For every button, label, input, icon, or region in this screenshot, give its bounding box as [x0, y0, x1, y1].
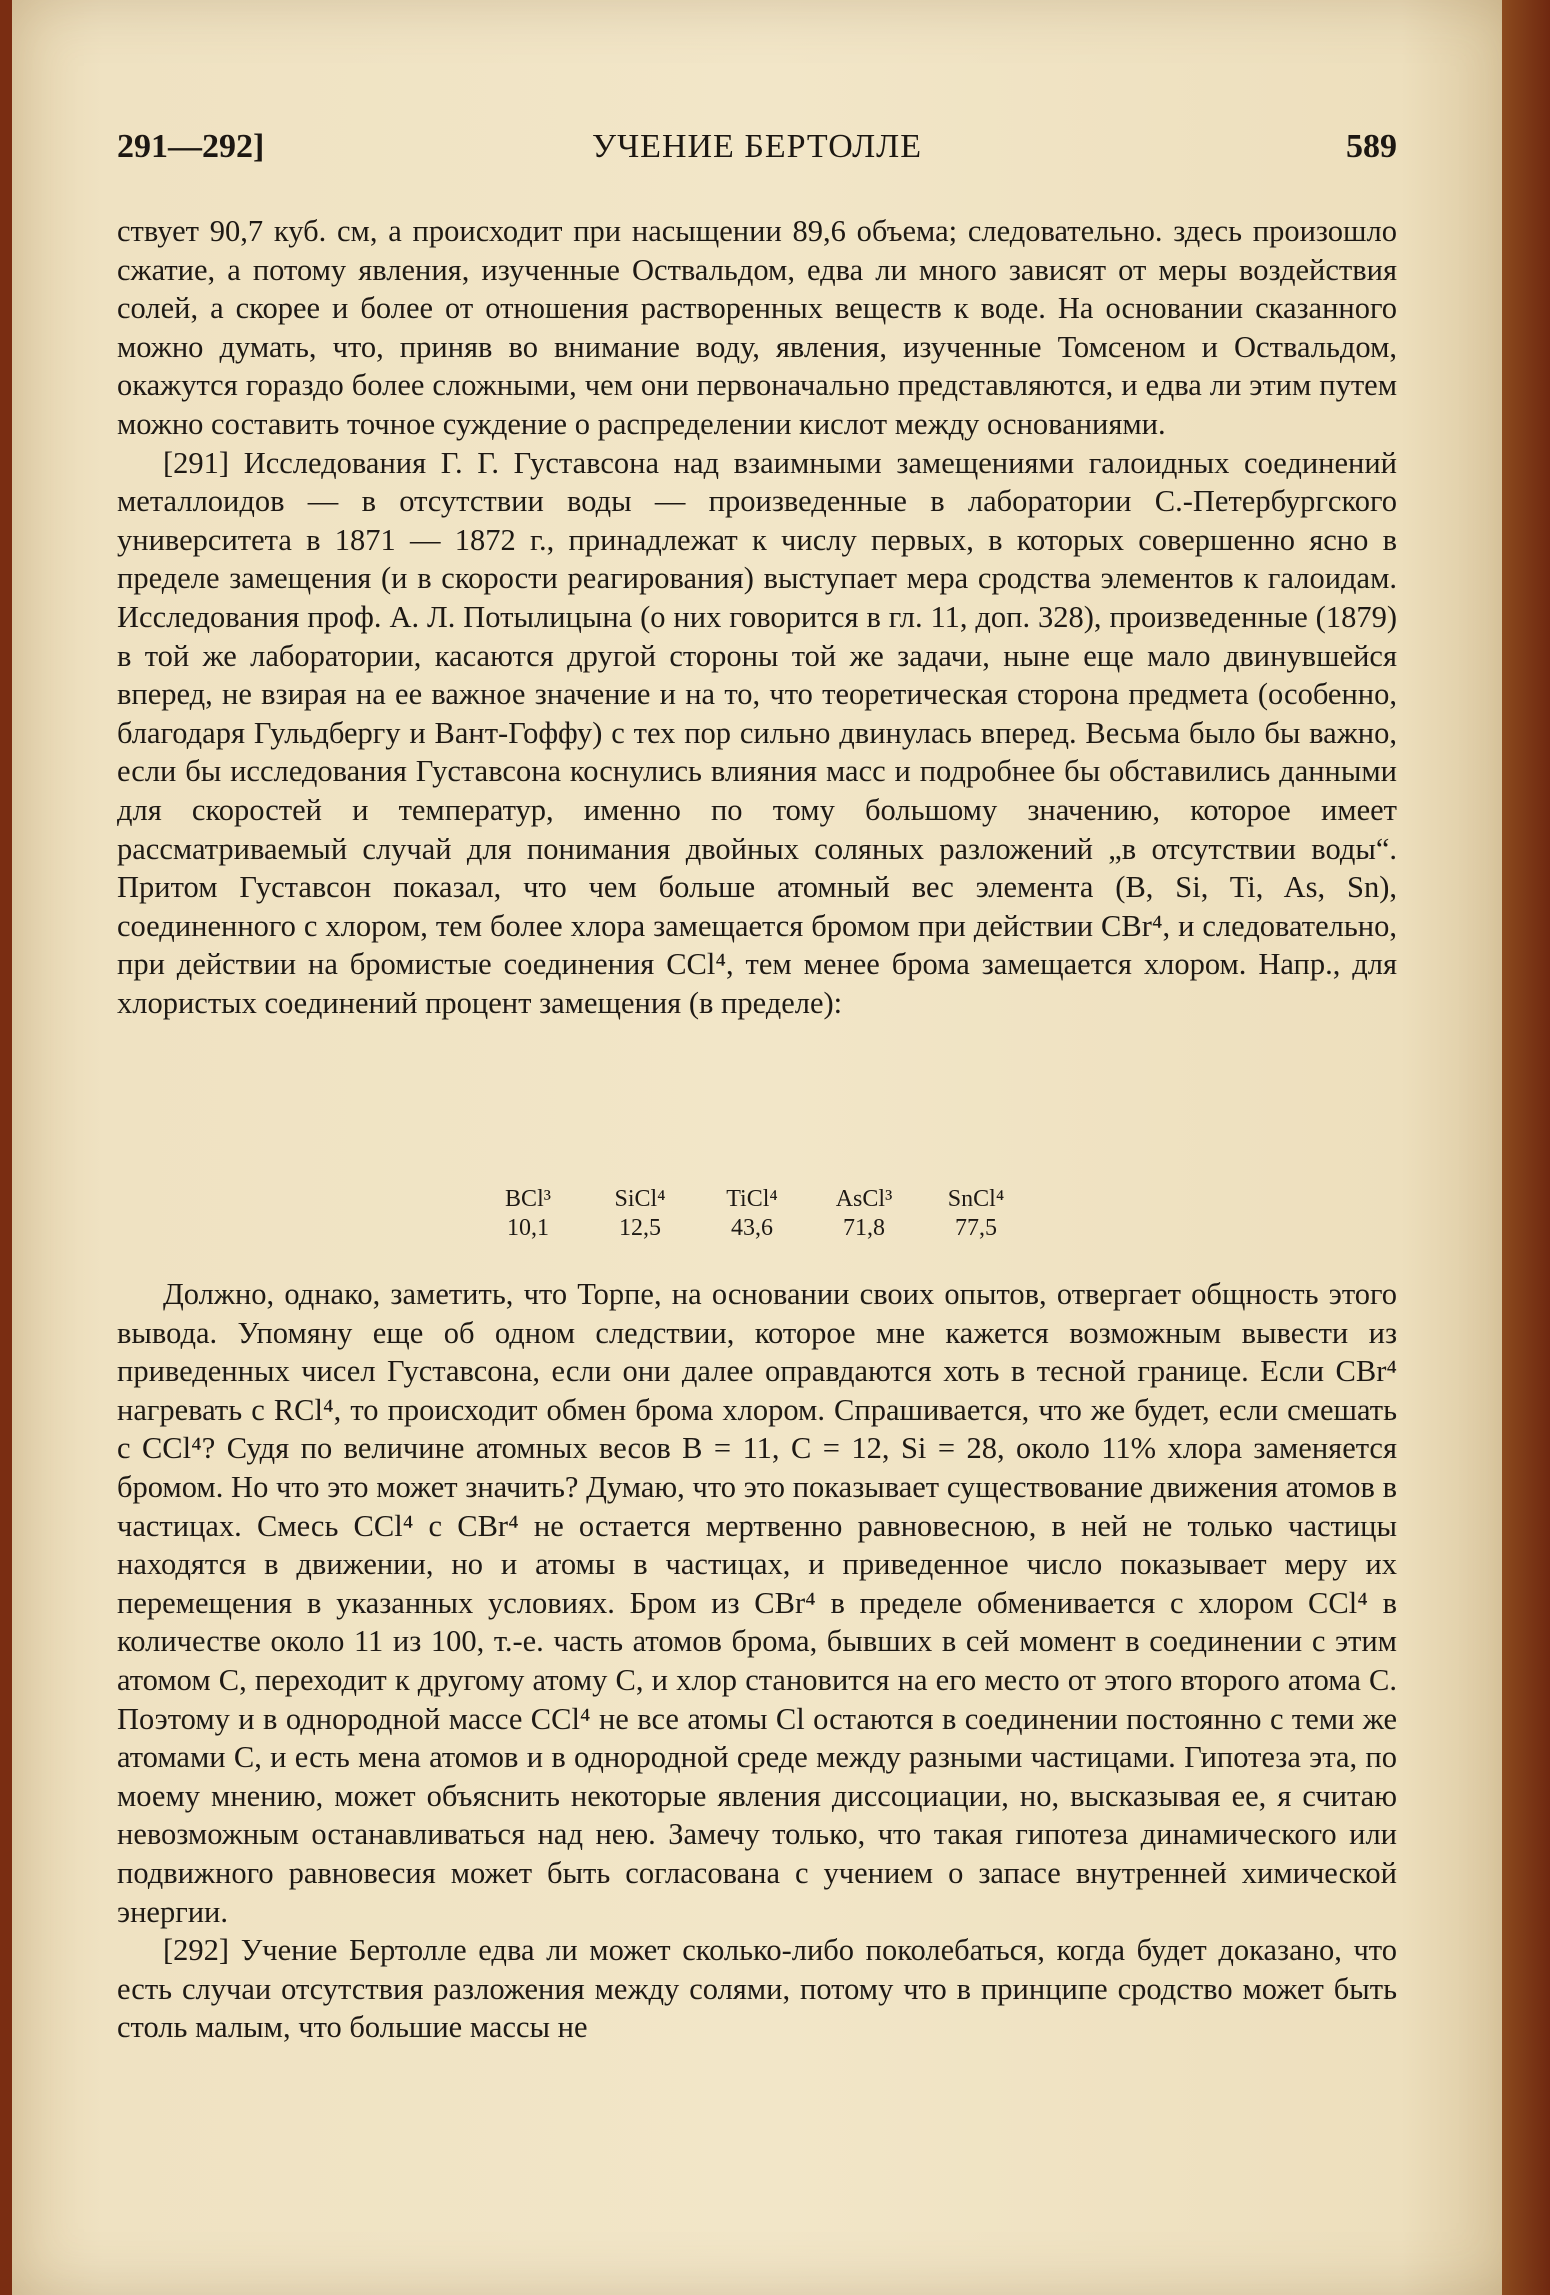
- table-cell: 12,5: [619, 1215, 661, 1241]
- paragraph: Должно, однако, заметить, что Торпе, на основании своих опытов, отвергает общность этого вывода. Упомяну еще об одном следствии, которое мне кажется возможным вывести из приведенных чисел Густавсона, если они далее оправдаются хоть в тесной границе. Если CBr⁴ нагревать с RCl⁴, то происходит обмен брома хлором. Спрашивается, что же будет, если смешать с CCl⁴? Судя по величине атомных весов B = 11, C = 12, Si = 28, около 11% хлора заменяется бромом. Но что это может значить? Думаю, что это показывает существование движения атомов в частицах. Смесь CCl⁴ с CBr⁴ не остается мертвенно равновесною, в ней не только частицы находятся в движении, но и атомы в частицах, и приведенное число показывает меру их перемещения в указанных условиях. Бром из CBr⁴ в пределе обменивается с хлором CCl⁴ в количестве около 11 из 100, т.-е. часть атомов брома, бывших в сей момент в соединении с этим атомом C, переходит к другому атому C, и хлор становится на его место от этого второго атома C. Поэтому и в однородной массе CCl⁴ не все атомы Cl остаются в соединении постоянно с теми же атомами C, и есть мена атомов и в однородной среде между разными частицами. Гипотеза эта, по моему мнению, может объяснить некоторые явления диссоциации, но, высказывая ее, я считаю невозможным останавливаться над нею. Замечу только, что такая гипотеза динамического или подвижного равновесия может быть согласована с учением о запасе внутренней химической энергии.: [117, 1277, 1397, 1929]
- text-block-bottom: [117, 1275, 1397, 2047]
- section-range: 291—292]: [117, 128, 265, 165]
- paragraph: ствует 90,7 куб. см, а происходит при насыщении 89,6 объема; следовательно. здесь произошло сжатие, а потому явления, изученные Оствальдом, едва ли много зависят от меры воздействия солей, а скорее и более от отношения растворенных веществ к воде. На основании сказанного можно думать, что, приняв во внимание воду, явления, изученные Томсеном и Оствальдом, окажутся гораздо более сложными, чем они первоначально представляются, и едва ли этим путем можно составить точное суждение о распределении кислот между основаниями.: [117, 214, 1397, 441]
- table-cell: BCl³: [505, 1186, 551, 1212]
- table-cell: 71,8: [843, 1215, 885, 1241]
- table-cell: SiCl⁴: [614, 1186, 666, 1212]
- table-cell: TiCl⁴: [726, 1186, 778, 1212]
- table-cell: SnCl⁴: [947, 1186, 1005, 1212]
- book-cover-edge: [1502, 0, 1550, 2295]
- table-cell: 10,1: [507, 1215, 549, 1241]
- table-row-compounds: [472, 1186, 1032, 1213]
- running-header: [117, 128, 1397, 178]
- table-cell: 77,5: [955, 1215, 997, 1241]
- table-cell: 43,6: [731, 1215, 773, 1241]
- page-number: 589: [1346, 128, 1397, 165]
- text-block-top: [117, 212, 1397, 1022]
- paragraph-292: [292] Учение Бертолле едва ли может сколько-либо поколебаться, когда будет доказано, что есть случаи отсутствия разложения между солями, потому что в принципе сродство может быть столь малым, что большие массы не: [117, 1933, 1397, 2045]
- table-row-values: [472, 1215, 1032, 1242]
- substitution-table: [472, 1186, 1032, 1242]
- paragraph-291: [291] Исследования Г. Г. Густавсона над взаимными замещениями галоидных соединений металлоидов — в отсутствии воды — произведенные в лаборатории С.-Петербургского университета в 1871 — 1872 г., принадлежат к числу первых, в которых совершенно ясно в пределе замещения (и в скорости реагирования) выступает мера сродства элементов к галоидам. Исследования проф. А. Л. Потылицына (о них говорится в гл. 11, доп. 328), произведенные (1879) в той же лаборатории, касаются другой стороны той же задачи, ныне еще мало двинувшейся вперед, не взирая на ее важное значение и на то, что теоретическая сторона предмета (особенно, благодаря Гульдбергу и Вант-Гоффу) с тех пор сильно двинулась вперед. Весьма было бы важно, если бы исследования Густавсона коснулись влияния масс и подробнее бы обставились данными для скоростей и температур, именно по тому большому значению, которое имеет рассматриваемый случай для понимания двойных соляных разложений „в отсутствии воды“. Притом Густавсон показал, что чем больше атомный вес элемента (B, Si, Ti, As, Sn), соединенного с хлором, тем более хлора замещается бромом при действии CBr⁴, и следовательно, при действии на бромистые соединения CCl⁴, тем менее брома замещается хлором. Напр., для хлористых соединений процент замещения (в пределе):: [117, 445, 1397, 1020]
- book-page: [12, 0, 1522, 2295]
- table-cell: AsCl³: [835, 1186, 893, 1212]
- page-title: УЧЕНИЕ БЕРТОЛЛЕ: [592, 128, 922, 165]
